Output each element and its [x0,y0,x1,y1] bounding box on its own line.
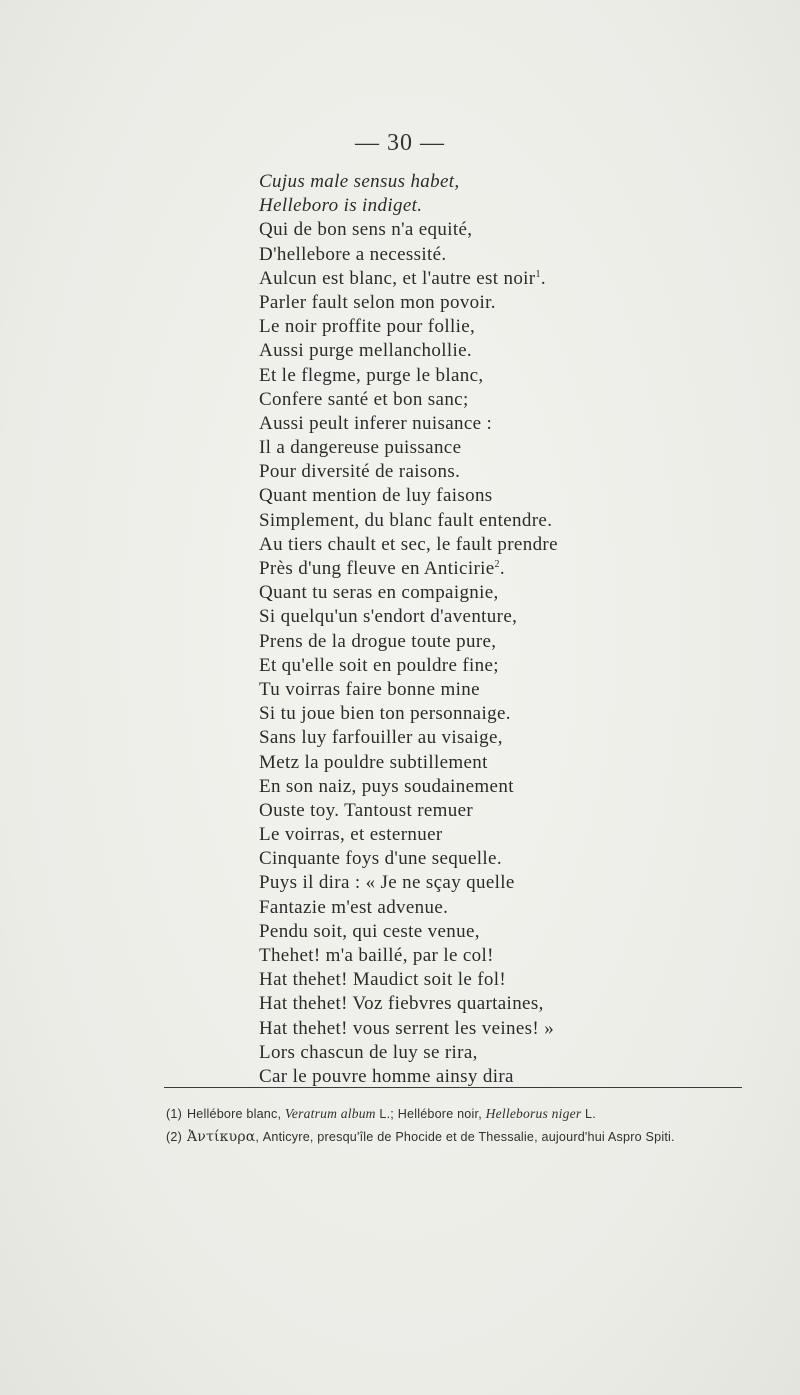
poem-line [259,484,679,508]
footnote-separator [164,1087,742,1088]
poem-line [259,992,679,1016]
poem-line-text: Pour diversité de raisons. [259,461,461,483]
poem-line-text: Il a dangereuse puissance [259,437,462,459]
poem-line-text: Si tu joue bien ton personnaige. [259,703,511,725]
poem-line [259,920,679,944]
poem-line [259,509,679,533]
poem-line-text: Parler fault selon mon povoir. [259,291,496,313]
poem-line [259,775,679,799]
poem-line-text: Cinquante foys d'une sequelle. [259,848,502,870]
footnote-latin-name: Helleborus niger [485,1106,582,1121]
footnote-number: (1) [166,1107,182,1121]
footnote-latin-name: Veratrum album [284,1106,376,1121]
poem-line-text: Prens de la drogue toute pure, [259,630,497,652]
footnote-2 [166,1128,760,1147]
footnote-text: Hellébore blanc, [187,1107,285,1121]
poem-line [259,218,679,242]
poem-line-text: Et qu'elle soit en pouldre fine; [259,654,499,676]
poem-text [259,170,679,1089]
footnote-text: L.; Hellébore noir, [375,1107,486,1121]
footnote-greek-word: Ἀντίκυρα [187,1129,256,1145]
poem-line [259,267,679,291]
line-punctuation: . [499,558,505,579]
footnotes [166,1104,760,1147]
poem-line [259,799,679,823]
poem-line-text: Si quelqu'un s'endort d'aventure, [259,606,518,628]
poem-line [259,1017,679,1041]
footnote-text: , Anticyre, presqu'île de Phocide et de Thessalie, aujourd'hui Aspro Spiti. [255,1130,675,1144]
poem-line [259,968,679,992]
line-punctuation: . [540,267,546,289]
poem-line [259,339,679,363]
poem-line-text: Confere santé et bon sanc; [259,388,469,410]
poem-line-text: Au tiers chault et sec, le fault prendre [259,533,558,555]
poem-line-text: Thehet! m'a baillé, par le col! [259,945,494,966]
poem-line [259,460,679,484]
poem-line-text: Car le pouvre homme ainsy dira [259,1065,514,1087]
poem-line [259,871,679,895]
poem-line-text: Lors chascun de luy se rira, [259,1041,478,1063]
poem-line [259,630,679,654]
poem-line [259,533,679,557]
poem-line [259,557,679,581]
poem-line [259,243,679,267]
footnote-1 [166,1104,760,1124]
footnote-marker: 1 [535,268,541,280]
poem-line [259,194,679,218]
poem-line-text: Aulcun est blanc, et l'autre est noir [259,267,536,289]
poem-line-text: Tu voirras faire bonne mine [259,678,480,700]
footnote-number: (2) [166,1130,182,1144]
poem-line [259,436,679,460]
footnote-marker: 2 [494,559,500,570]
poem-line [259,678,679,702]
poem-line [259,823,679,847]
poem-line-text: En son naiz, puys soudainement [259,775,514,797]
poem-line [259,1041,679,1065]
poem-line-text: Et le flegme, purge le blanc, [259,364,484,386]
poem-line [259,654,679,678]
poem-line-text: Hat thehet! Maudict soit le fol! [259,969,507,991]
poem-line-text: D'hellebore a necessité. [259,243,447,265]
poem-line-text: Metz la pouldre subtillement [259,751,488,773]
poem-line [259,896,679,920]
poem-line [259,944,679,968]
footnote-text: L. [581,1107,596,1121]
page-number: — 30 — [355,130,445,156]
poem-line [259,726,679,750]
poem-line [259,291,679,315]
poem-line [259,581,679,605]
poem-line-text: Le voirras, et esternuer [259,824,443,846]
poem-line-text: Cujus male sensus habet, [259,171,460,192]
poem-line-text: Près d'ung fleuve en Anticirie [259,558,495,579]
poem-line [259,605,679,629]
poem-line-text: Quant mention de luy faisons [259,485,493,507]
poem-line [259,364,679,388]
poem-line [259,847,679,871]
poem-line [259,412,679,436]
poem-line-text: Simplement, du blanc fault entendre. [259,509,553,531]
poem-line-text: Sans luy farfouiller au visaige, [259,727,503,749]
poem-line [259,315,679,339]
poem-line [259,1065,679,1089]
poem-line-text: Hat thehet! vous serrent les veines! » [259,1017,555,1039]
poem-line-text: Fantazie m'est advenue. [259,896,449,918]
poem-line-text: Aussi purge mellanchollie. [259,340,472,362]
poem-line-text: Quant tu seras en compaignie, [259,582,499,604]
poem-line [259,702,679,726]
poem-line-text: Aussi peult inferer nuisance : [259,412,493,434]
poem-line-text: Le noir proffite pour follie, [259,316,476,338]
poem-line-text: Helleboro is indiget. [259,195,423,217]
poem-line-text: Ouste toy. Tantoust remuer [259,799,474,821]
poem-line [259,170,679,194]
poem-line-text: Qui de bon sens n'a equité, [259,219,473,241]
poem-line-text: Hat thehet! Voz fiebvres quartaines, [259,993,544,1015]
poem-line [259,388,679,412]
poem-line [259,751,679,775]
poem-line-text: Puys il dira : « Je ne sçay quelle [259,872,515,894]
poem-line-text: Pendu soit, qui ceste venue, [259,920,480,942]
